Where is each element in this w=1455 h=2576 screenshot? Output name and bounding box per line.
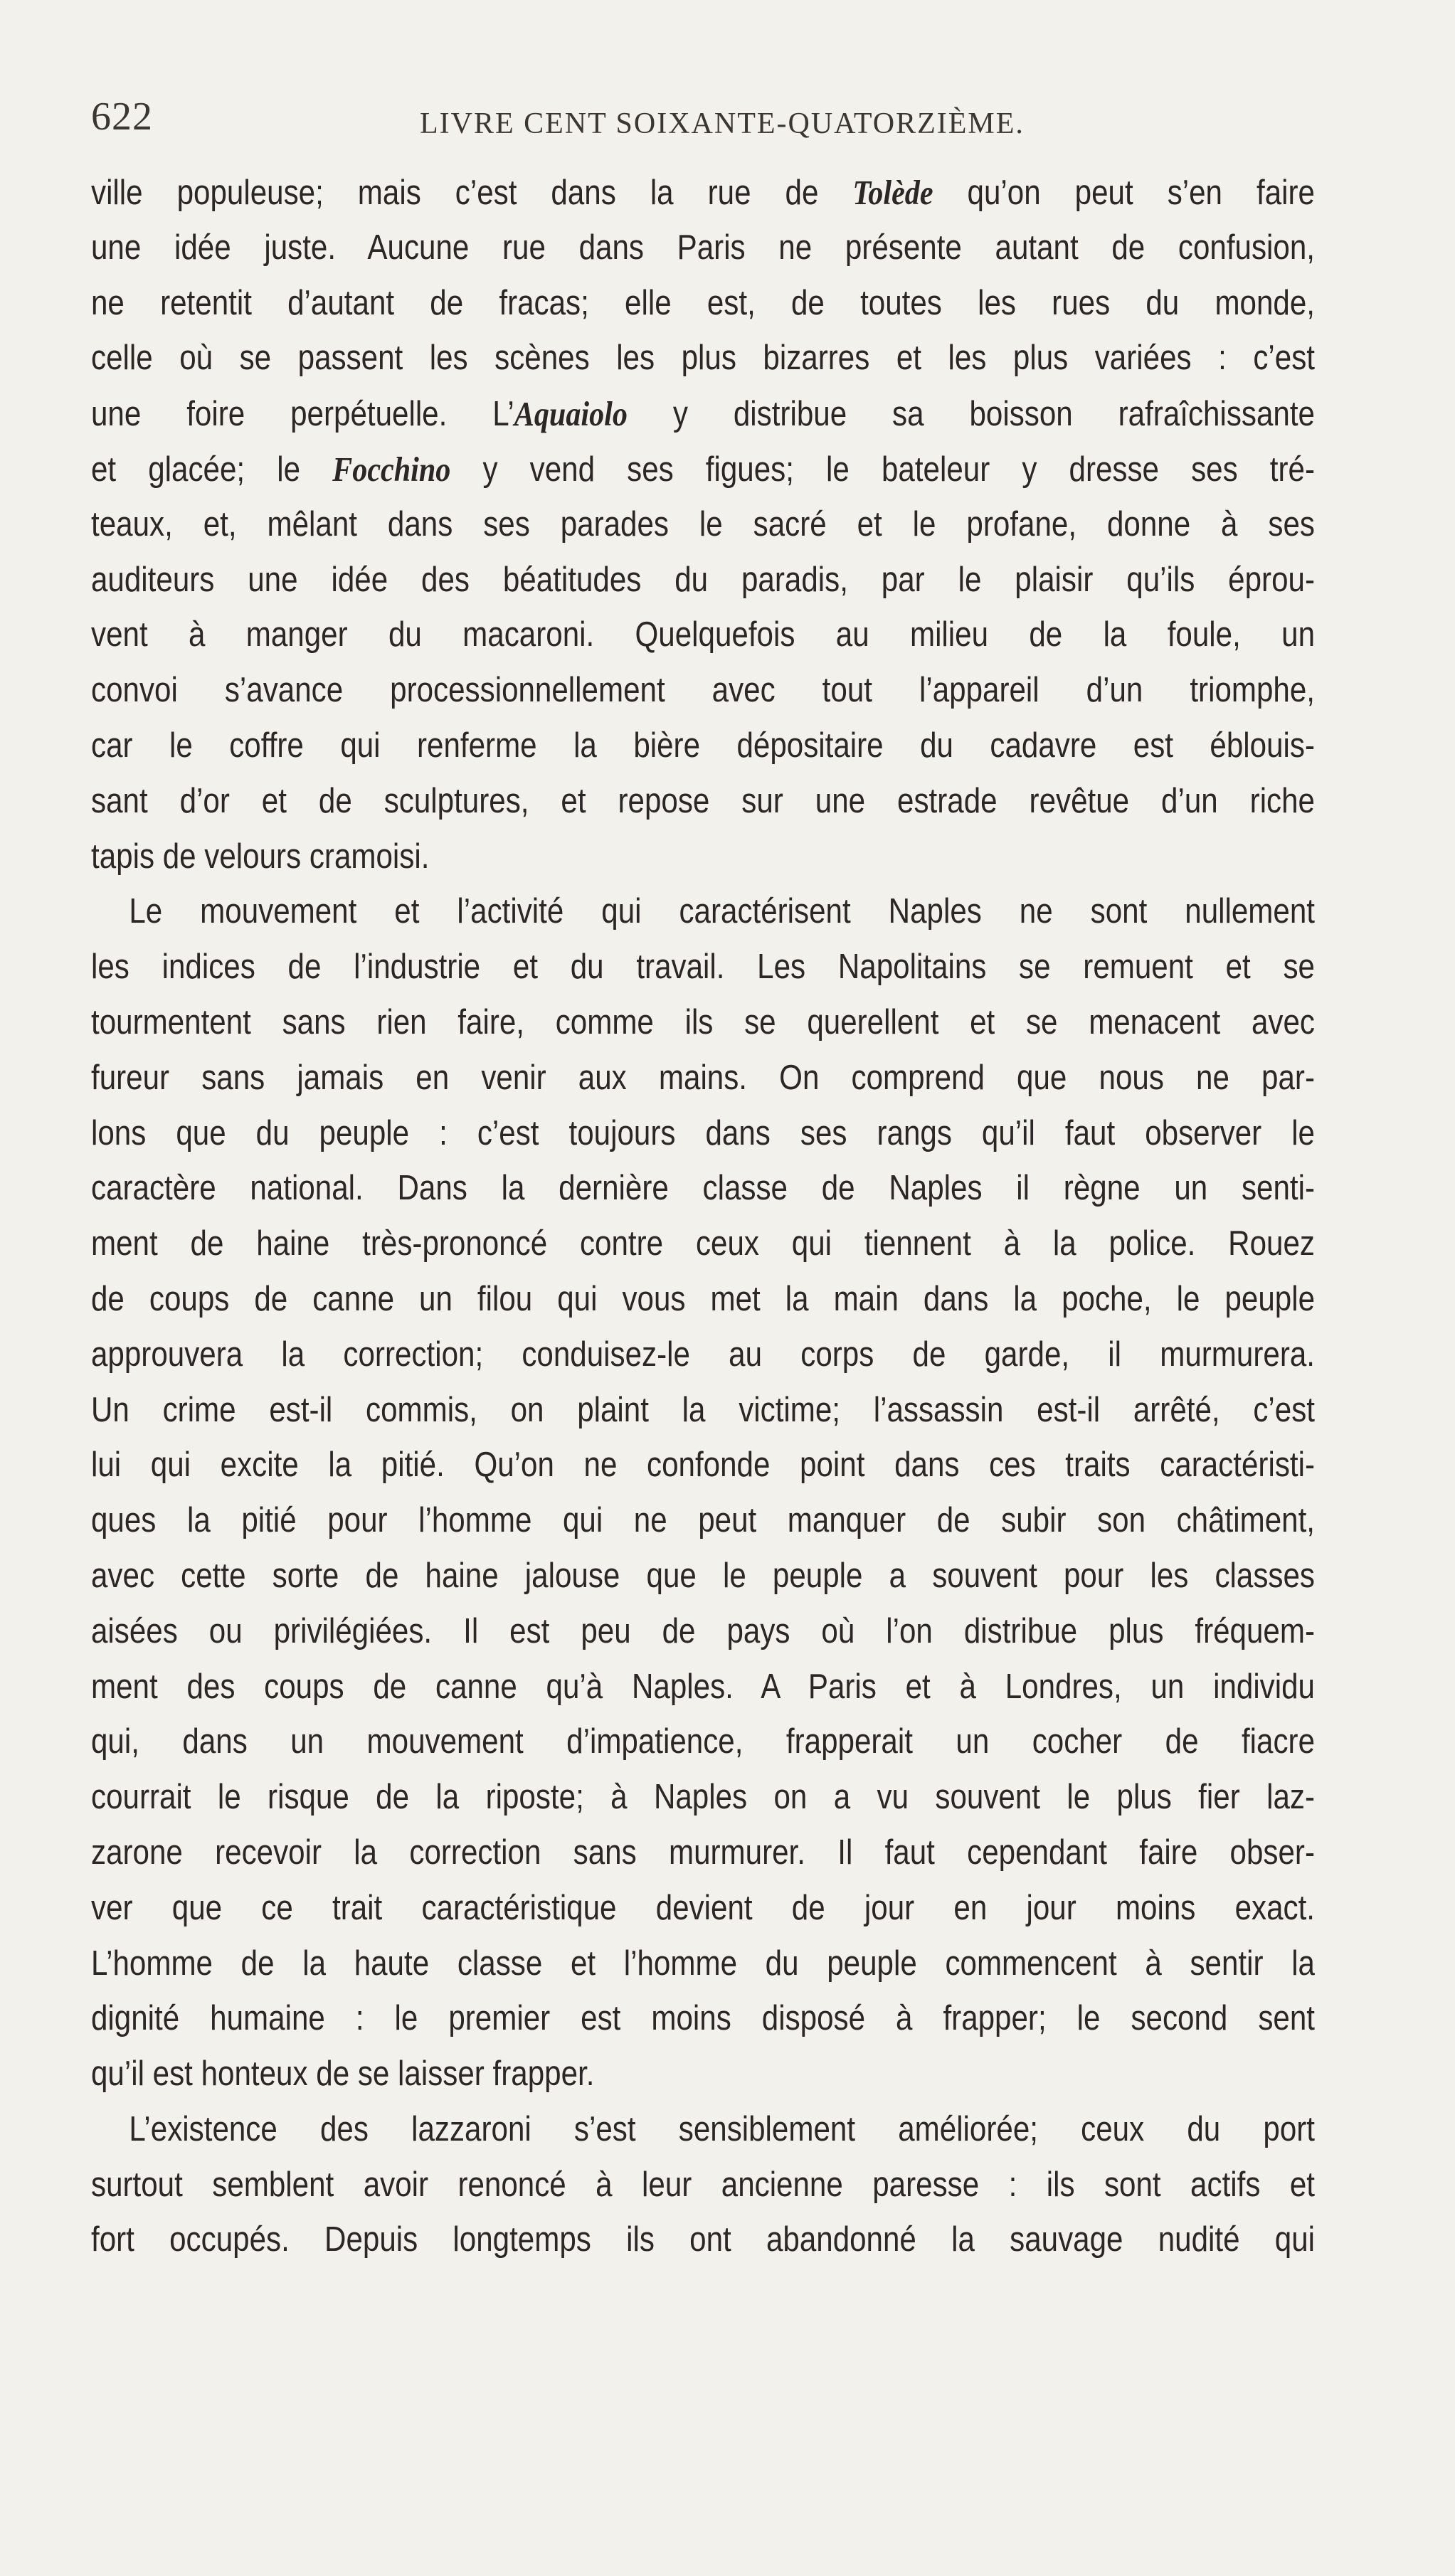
text-line: car le coffre qui renferme la bière dépositaire du cadavre est éblouis- — [91, 726, 1315, 765]
text-line: ment de haine très-prononcé contre ceux qui tiennent à la police. Rouez — [91, 1224, 1315, 1263]
paragraph-start-line: Le mouvement et l’activité qui caractérisent Naples ne sont nullement — [129, 892, 1315, 931]
running-title: LIVRE CENT SOIXANTE-QUATORZIÈME. — [420, 107, 1025, 140]
text-line: une foire perpétuelle. L’Aquaiolo y distribue sa boisson rafraîchissante — [91, 394, 1315, 434]
text-line: teaux, et, mêlant dans ses parades le sacré et le profane, donne à ses — [91, 504, 1315, 544]
text-line: ment des coups de canne qu’à Naples. A Paris et à Londres, un individu — [91, 1667, 1315, 1706]
text-line: ne retentit d’autant de fracas; elle est, de toutes les rues du monde, — [91, 283, 1315, 322]
text-line: tapis de velours cramoisi. — [91, 837, 430, 876]
text-line: ques la pitié pour l’homme qui ne peut manquer de subir son châtiment, — [91, 1501, 1315, 1540]
text-line: ville populeuse; mais c’est dans la rue de Tolède qu’on peut s’en faire — [91, 173, 1315, 212]
text-line: qui, dans un mouvement d’impatience, frapperait un cocher de fiacre — [91, 1722, 1315, 1761]
text-line: approuvera la correction; conduisez-le au corps de garde, il murmurera. — [91, 1335, 1315, 1374]
text-line: lons que du peuple : c’est toujours dans ses rangs qu’il faut observer le — [91, 1113, 1315, 1152]
text-line: L’homme de la haute classe et l’homme du peuple commencent à sentir la — [91, 1944, 1315, 1983]
text-line: aisées ou privilégiées. Il est peu de pays où l’on distribue plus fréquem- — [91, 1611, 1315, 1650]
text-line: caractère national. Dans la dernière classe de Naples il règne un senti- — [91, 1169, 1315, 1208]
page-number: 622 — [91, 95, 153, 139]
text-line: tourmentent sans rien faire, comme ils se querellent et se menacent avec — [91, 1002, 1315, 1041]
text-line: auditeurs une idée des béatitudes du paradis, par le plaisir qu’ils éprou- — [91, 560, 1315, 599]
text-line: de coups de canne un filou qui vous met la main dans la poche, le peuple — [91, 1279, 1315, 1318]
text-line: avec cette sorte de haine jalouse que le peuple a souvent pour les classes — [91, 1556, 1315, 1595]
text-line: Un crime est-il commis, on plaint la victime; l’assassin est-il arrêté, c’est — [91, 1390, 1315, 1429]
text-line: fort occupés. Depuis longtemps ils ont abandonné la sauvage nudité qui — [91, 2220, 1315, 2259]
text-line: les indices de l’industrie et du travail. Les Napolitains se remuent et se — [91, 948, 1315, 987]
body-text — [91, 165, 1315, 2268]
text-line: surtout semblent avoir renoncé à leur ancienne paresse : ils sont actifs et — [91, 2165, 1315, 2204]
text-line: qu’il est honteux de se laisser frapper. — [91, 2055, 595, 2094]
text-line: courrait le risque de la riposte; à Naples on a vu souvent le plus fier laz- — [91, 1778, 1315, 1817]
text-line: sant d’or et de sculptures, et repose sur une estrade revêtue d’un riche — [91, 781, 1315, 820]
text-line: convoi s’avance processionnellement avec tout l’appareil d’un triomphe, — [91, 671, 1315, 710]
text-line: vent à manger du macaroni. Quelquefois au milieu de la foule, un — [91, 615, 1315, 654]
text-line: une idée juste. Aucune rue dans Paris ne présente autant de confusion, — [91, 228, 1315, 267]
text-line: ver que ce trait caractéristique devient de jour en jour moins exact. — [91, 1888, 1315, 1927]
text-line: zarone recevoir la correction sans murmurer. Il faut cependant faire obser- — [91, 1833, 1315, 1872]
text-line: et glacée; le Focchino y vend ses figues; le bateleur y dresse ses tré- — [91, 449, 1315, 489]
text-line: fureur sans jamais en venir aux mains. On comprend que nous ne par- — [91, 1058, 1315, 1097]
text-line: celle où se passent les scènes les plus bizarres et les plus variées : c’est — [91, 339, 1315, 378]
text-line: dignité humaine : le premier est moins disposé à frapper; le second sent — [91, 1999, 1315, 2038]
paragraph-start-line: L’existence des lazzaroni s’est sensiblement améliorée; ceux du port — [129, 2109, 1315, 2148]
text-line: lui qui excite la pitié. Qu’on ne confonde point dans ces traits caractéristi- — [91, 1446, 1315, 1485]
